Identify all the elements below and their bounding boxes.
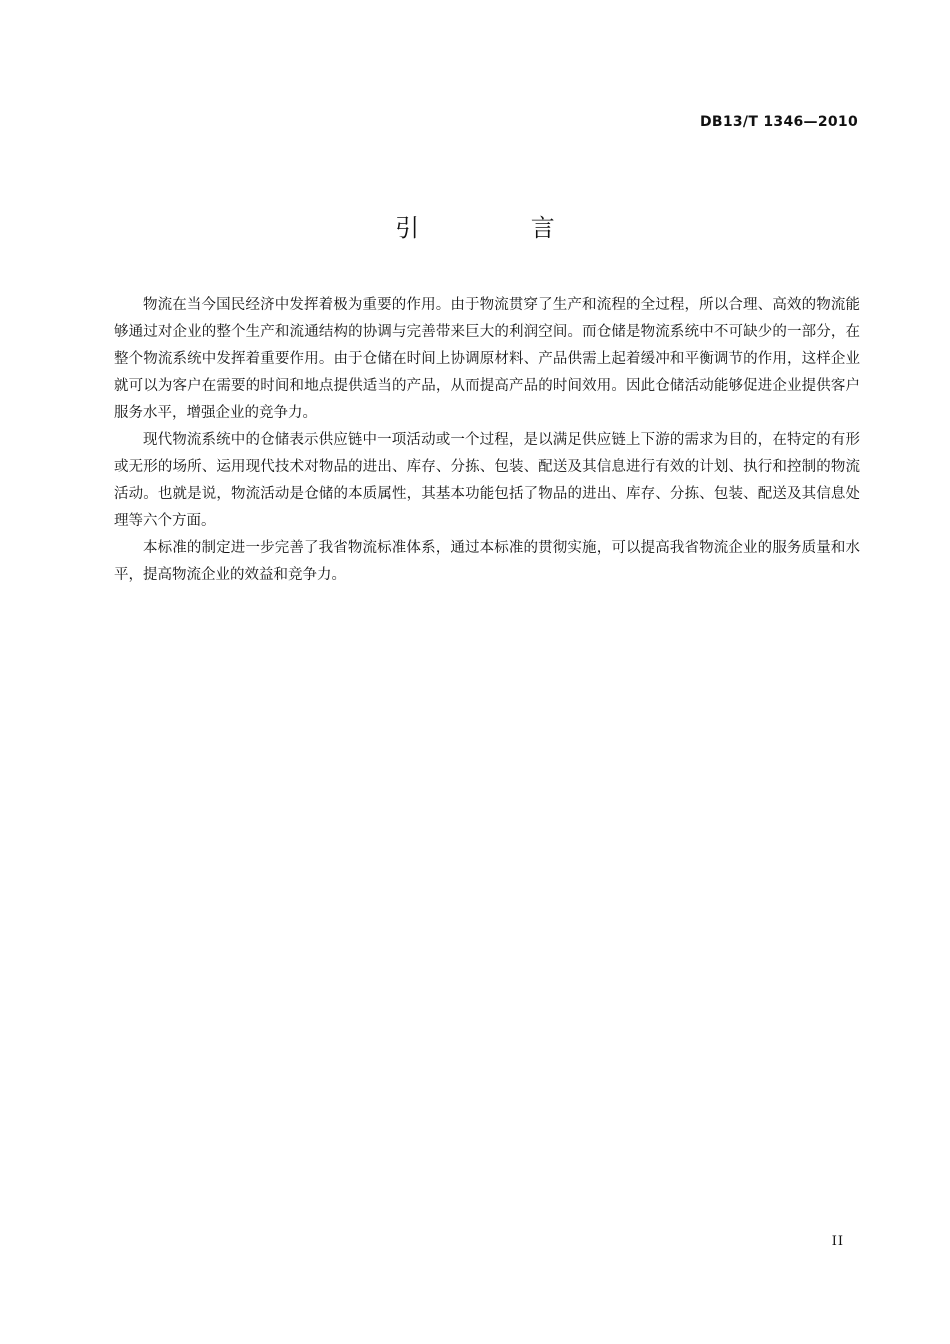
document-code: DB13/T 1346—2010: [699, 114, 858, 130]
section-title: 引 言: [395, 214, 607, 242]
paragraph-2: 现代物流系统中的仓储表示供应链中一项活动或一个过程，是以满足供应链上下游的需求为目的，在特定的有形或无形的场所、运用现代技术对物品的进出、库存、分拣、包装、配送及其信息进行有效的计划、执行和控制的物流活动。也就是说，物流活动是仓储的本质属性，其基本功能包括了物品的进出、库存、分拣、包装、配送及其信息处理等六个方面。: [114, 432, 860, 529]
paragraph-1: 物流在当今国民经济中发挥着极为重要的作用。由于物流贯穿了生产和流程的全过程，所以合理、高效的物流能够通过对企业的整个生产和流通结构的协调与完善带来巨大的利润空间。而仓储是物流系统中不可缺少的一部分，在整个物流系统中发挥着重要作用。由于仓储在时间上协调原材料、产品供需上起着缓冲和平衡调节的作用，这样企业就可以为客户在需要的时间和地点提供适当的产品，从而提高产品的时间效用。因此仓储活动能够促进企业提供客户服务水平，增强企业的竞争力。: [114, 297, 860, 421]
page-number: II: [831, 1234, 844, 1249]
paragraph-3: 本标准的制定进一步完善了我省物流标准体系，通过本标准的贯彻实施，可以提高我省物流企业的服务质量和水平，提高物流企业的效益和竞争力。: [114, 540, 860, 583]
body-text: [114, 292, 860, 589]
